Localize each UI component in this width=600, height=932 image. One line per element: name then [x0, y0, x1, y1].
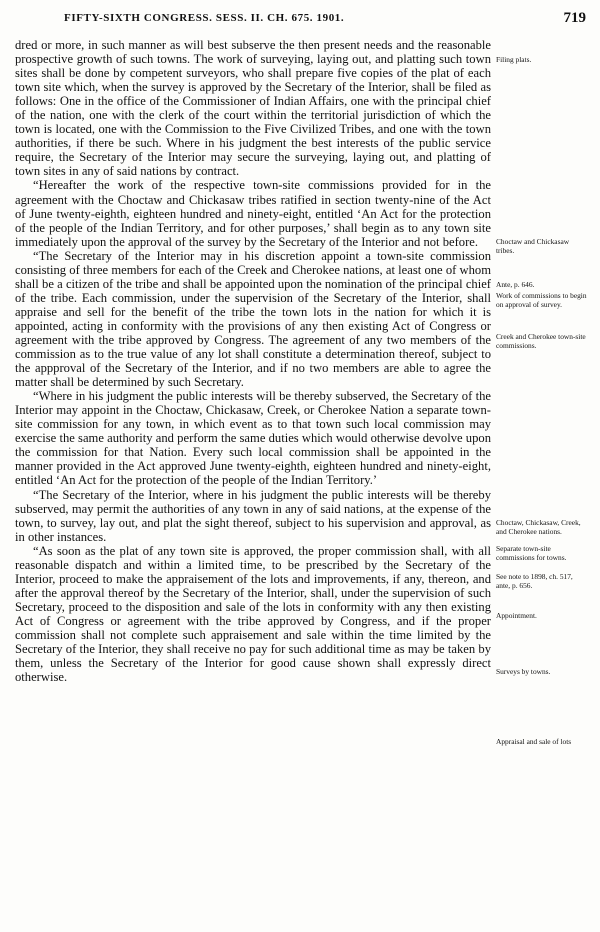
paragraph-separate-commission: “Where in his judgment the public interests will be thereby subserved, the Secretary of the Interior may appoint in the Choctaw, Chickasaw, Creek, or Cherokee Nation a separate town-site commission for any town, in which event as to that town such local commission may exercise the same authority and perform the same duties which would otherwise devolve upon the commission for that Nation. Every such local commission shall be appointed in the manner provided in the Act approved June twenty-eighth, eighteen hundred and ninety-eight, entitled ‘An Act for the protection of the people of the Indian Territory.’ — [15, 389, 491, 488]
margin-note-see-note-1898: See note to 1898, ch. 517, ante, p. 656. — [496, 572, 573, 590]
running-head: FIFTY-SIXTH CONGRESS. SESS. II. CH. 675. 1901. — [64, 12, 345, 24]
paragraph-continued: dred or more, in such manner as will best subserve the then present needs and the reasonable prospective growth of such towns. The work of surveying, laying out, and platting such town sites shall be done by competent surveyors, who shall prepare five copies of the plat of each town site which, when the survey is approved by the Secretary of the Interior, shall be filed as follows: One in the office of the Commissioner of Indian Affairs, one with the principal chief of the nation, one with the clerk of the court within the territorial jurisdiction of which the town is located, one with the Commission to the Five Civilized Tribes, and one with the town authorities, if there be such. Where in his judgment the best interests of the public service require, the Secretary of the Interior may secure the surveying, laying out, and platting of town sites in any of said nations by contract. — [15, 38, 491, 179]
paragraph-creek-cherokee-commission: “The Secretary of the Interior may in his discretion appoint a town-site commission consisting of three members for each of the Creek and Cherokee nations, at least one of whom shall be a citizen of the tribe and shall be appointed upon the nomination of the principal chief of the tribe. Each commission, under the supervision of the Secretary of the Interior, shall appraise and sell for the benefit of the tribe the town lots in the nation for which it is appointed, acting in conformity with the provisions of any then existing Act of Congress or agreement with the tribe approved by Congress. The agreement of any two members of the commission as to the true value of any lot shall constitute a determination thereof, subject to the appproval of the Secretary of the Interior, and if no two members are able to agree the matter shall be determined by such Secretary. — [15, 248, 491, 390]
margin-note-choctaw-chickasaw: Choctaw and Chickasaw tribes. — [496, 237, 570, 255]
paragraph-appraisal-sale: “As soon as the plat of any town site is approved, the proper commission shall, with all reasonable dispatch and within a limited time, to be prescribed by the Secretary of the Interior, proceed to make the appraisement of the lots and improvements, if any, thereon, and after the approval thereof by the Secretary of the Interior, shall, under the supervision of such Secretary, proceed to the disposition and sale of the lots in conformity with any then existing Act of Congress or agreement with the tribe approved by Congress, and if the proper commission shall not complete such appraisement and sale within the time limited by the Secretary of the Interior, they shall receive no pay for such additional time as may be taken by them, unless the Secretary of the Interior for good cause shown shall expressly direct otherwise. — [15, 543, 491, 685]
statute-body — [15, 38, 491, 684]
margin-note-surveys-by-towns: Surveys by towns. — [496, 667, 551, 676]
margin-notes — [496, 0, 588, 932]
page-number: 719 — [563, 10, 586, 26]
paragraph-town-site-commissions: “Hereafter the work of the respective town-site commissions provided for in the agreement with the Choctaw and Chickasaw tribes ratified in section twenty-nine of the Act of June twenty-eighth, eighteen hundred and ninety-eight, entitled ‘An Act for the protection of the people of the Indian Territory, and for other purposes,’ shall begin as to any town site immediately upon the approval of the survey by the Secretary of the Interior and not before. — [15, 178, 491, 249]
paragraph-surveys-by-towns: “The Secretary of the Interior, where in his judgment the public interests will be thereby subserved, may permit the authorities of any town in any of said nations, at the expense of the town, to survey, lay out, and plat the sight thereof, subject to his supervision and approval, as in other instances. — [15, 487, 491, 544]
margin-note-filing-plats: Filing plats. — [496, 55, 532, 64]
margin-note-appraisal-sale: Appraisal and sale of lots — [496, 737, 572, 746]
margin-note-separate-commissions: Separate town-site commissions for towns. — [496, 544, 567, 562]
margin-note-choctaw-chickasaw-creek-cherokee: Choctaw, Chickasaw, Creek, and Cherokee nations. — [496, 518, 581, 536]
margin-note-work-of-commissions: Work of commissions to begin on approval of survey. — [496, 291, 587, 309]
margin-note-creek-cherokee: Creek and Cherokee town-site commissions. — [496, 332, 586, 350]
margin-note-ante-646: Ante, p. 646. — [496, 280, 535, 289]
margin-note-appointment: Appointment. — [496, 611, 537, 620]
